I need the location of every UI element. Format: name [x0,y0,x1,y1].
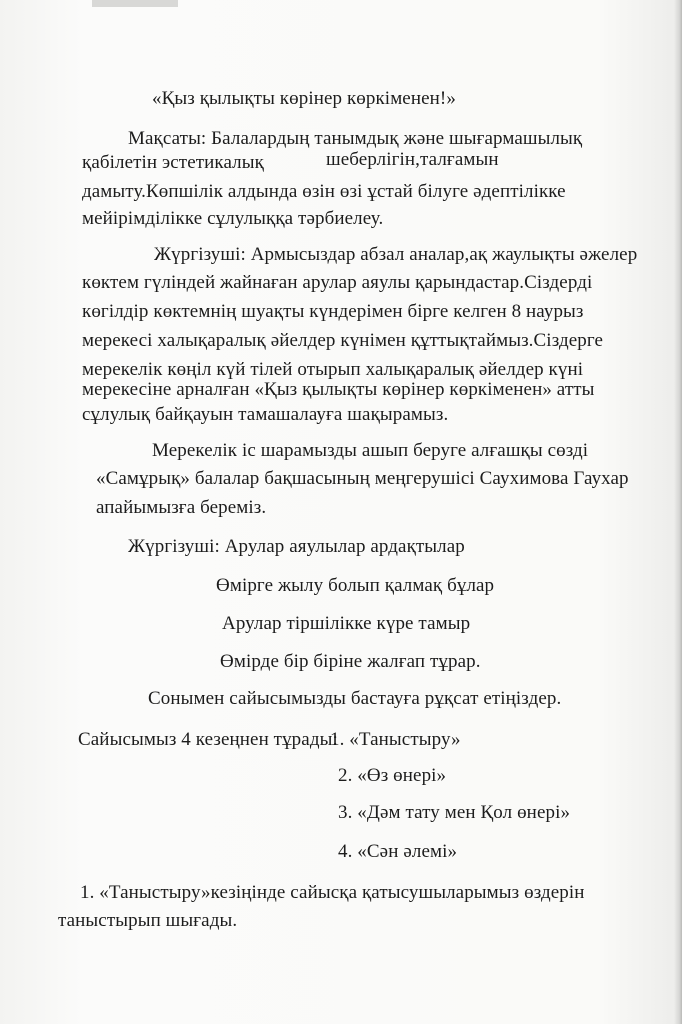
opening-line-2: «Самұрық» балалар бақшасының меңгерушісі Саухимова Гаухар [96,468,629,489]
scan-artifact [92,0,178,7]
stages-intro: Сайысымыз 4 кезеңнен тұрады: [78,729,338,750]
aim-line-3: дамыту.Көпшілік алдында өзін өзі ұстай білуге әдептілікке [82,181,566,202]
poem-line-2: Өмірге жылу болып қалмақ бұлар [216,575,495,596]
host-intro-line-6: мерекесіне арналған «Қыз қылықты көрінер көркіменен» атты [82,379,595,400]
stage-item-3: 3. «Дәм тату мен Қол өнері» [338,802,571,823]
poem-line-1: Жүргізуші: Арулар аяулылар ардақтылар [128,536,465,557]
host-intro-line-5: мерекелік көңіл күй тілей отырып халықаралық әйелдер күні [82,359,584,380]
host-intro-line-1: Жүргізуші: Армысыздар абзал аналар,ақ жаулықты әжелер [154,244,638,265]
poem-line-4: Өмірде бір біріне жалғап тұрар. [220,651,481,672]
aim-line-1: Мақсаты: Балалардың танымдық және шығармашылық [128,128,583,149]
permission-line: Сонымен сайысымызды бастауға рұқсат етіңіздер. [148,688,562,709]
stage-item-2: 2. «Өз өнері» [338,765,447,786]
opening-line-1: Мерекелік іс шарамызды ашып беруге алғашқы сөзді [152,440,589,461]
document-title: «Қыз қылықты көрінер көркіменен!» [152,88,456,109]
host-intro-line-7: сұлулық байқауын тамашалауға шақырамыз. [82,404,449,425]
host-intro-line-4: мерекесі халықаралық әйелдер күнімен құттықтаймыз.Сіздерге [82,330,604,351]
stage-item-1: 1. «Таныстыру» [330,729,461,750]
stage1-line-1: 1. «Таныстыру»кезіңінде сайысқа қатысушыларымыз өздерін [80,882,585,903]
poem-line-3: Арулар тіршілікке күре тамыр [222,613,471,634]
opening-line-3: апайымызға береміз. [96,497,267,518]
aim-line-4: мейірімділікке сұлулыққа тәрбиелеу. [82,208,384,229]
stage-item-4: 4. «Сән әлемі» [338,841,458,862]
aim-line-2b: шеберлігін,талғамын [326,149,499,170]
aim-line-2a: қабілетін эстетикалық [82,152,264,173]
stage1-line-2: таныстырып шығады. [58,910,238,931]
host-intro-line-2: көктем гүліндей жайнаған арулар аяулы қарындастар.Сіздерді [82,272,593,293]
host-intro-line-3: көгілдір көктемнің шуақты күндерімен бірге келген 8 наурыз [82,301,584,322]
scan-edge-shadow [674,0,682,1024]
